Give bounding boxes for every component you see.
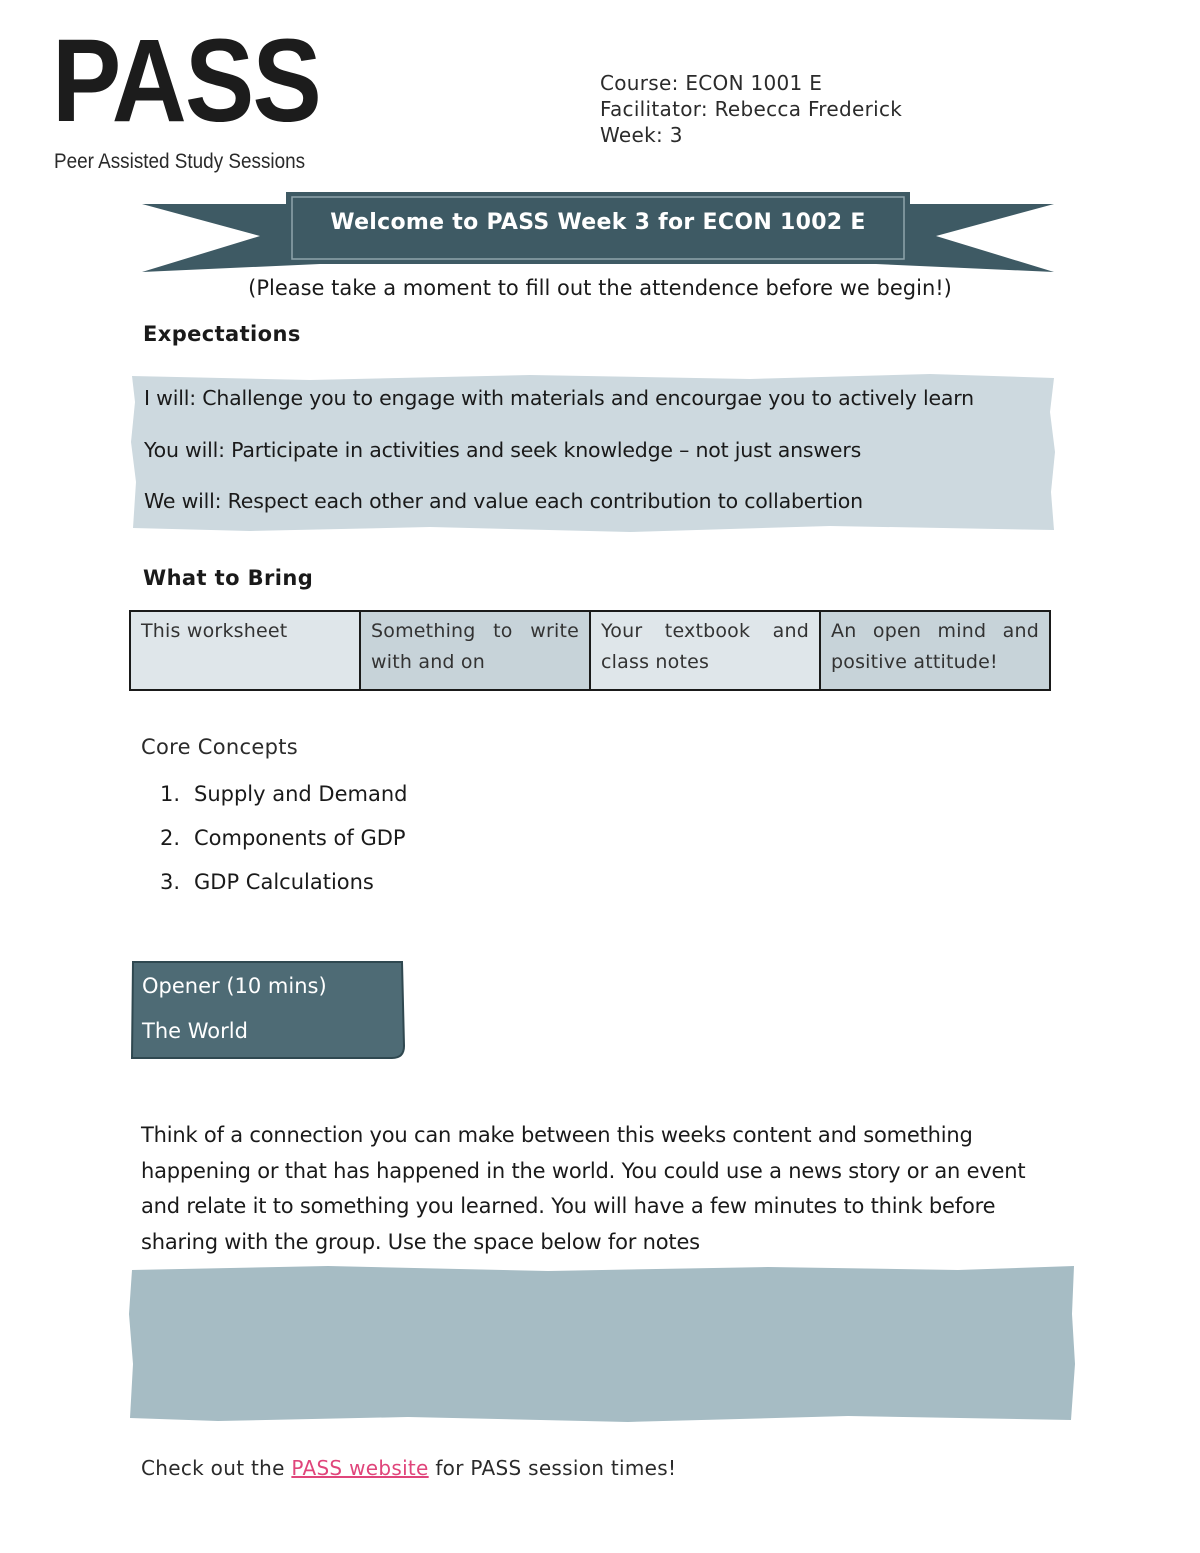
bring-item: Your textbook and class notes [590, 611, 820, 690]
list-item [160, 870, 407, 914]
logo-title: PASS [52, 15, 321, 147]
banner-title: Welcome to PASS Week 3 for ECON 1002 E [330, 210, 866, 235]
list-number: 3. [160, 870, 181, 894]
notes-box-shape [128, 1264, 1076, 1424]
attendance-note: (Please take a moment to fill out the attendence before we begin!) [248, 276, 952, 300]
bring-item: Something to write with and on [360, 611, 590, 690]
list-number: 2. [160, 826, 181, 850]
pass-website-link[interactable]: PASS website [291, 1456, 429, 1480]
bring-item: This worksheet [130, 611, 360, 690]
list-number: 1. [160, 782, 181, 806]
course-label: Course: ECON 1001 E [600, 71, 823, 95]
opener-subtitle: The World [142, 1019, 248, 1043]
notes-area[interactable] [128, 1264, 1076, 1424]
list-item [160, 826, 407, 870]
what-to-bring-heading: What to Bring [143, 566, 314, 590]
week-label: Week: 3 [600, 123, 683, 147]
expectations-heading: Expectations [143, 322, 301, 346]
expectation-item: I will: Challenge you to engage with materials and encourgae you to actively learn [144, 386, 974, 410]
expectations-box [130, 372, 1056, 534]
core-concepts-list [160, 782, 407, 914]
facilitator-label: Facilitator: Rebecca Frederick [600, 97, 903, 121]
core-concepts-heading: Core Concepts [141, 735, 298, 759]
logo-subtitle: Peer Assisted Study Sessions [54, 150, 306, 173]
list-item [160, 782, 407, 826]
opener-box [130, 960, 406, 1060]
footer-note [141, 1456, 676, 1480]
what-to-bring-table [129, 610, 1051, 691]
welcome-banner [140, 188, 1056, 276]
footer-suffix: for PASS session times! [428, 1456, 677, 1480]
bring-item: An open mind and positive attitude! [820, 611, 1050, 690]
expectation-item: We will: Respect each other and value each contribution to collabertion [144, 489, 863, 513]
concept-text: GDP Calculations [194, 870, 374, 894]
pass-logo [52, 15, 321, 173]
footer-prefix: Check out the [141, 1456, 292, 1480]
concept-text: Supply and Demand [194, 782, 408, 806]
concept-text: Components of GDP [194, 826, 406, 850]
course-info [600, 70, 902, 148]
expectation-item: You will: Participate in activities and seek knowledge – not just answers [144, 438, 862, 462]
instructions-text: Think of a connection you can make between this weeks content and something happening or that has happened in the world. You could use a news story or an event and relate it to something you learned. You will have a few minutes to think before sharing with the group. Use the space below for notes [141, 1123, 1026, 1254]
opener-title: Opener (10 mins) [142, 974, 327, 998]
